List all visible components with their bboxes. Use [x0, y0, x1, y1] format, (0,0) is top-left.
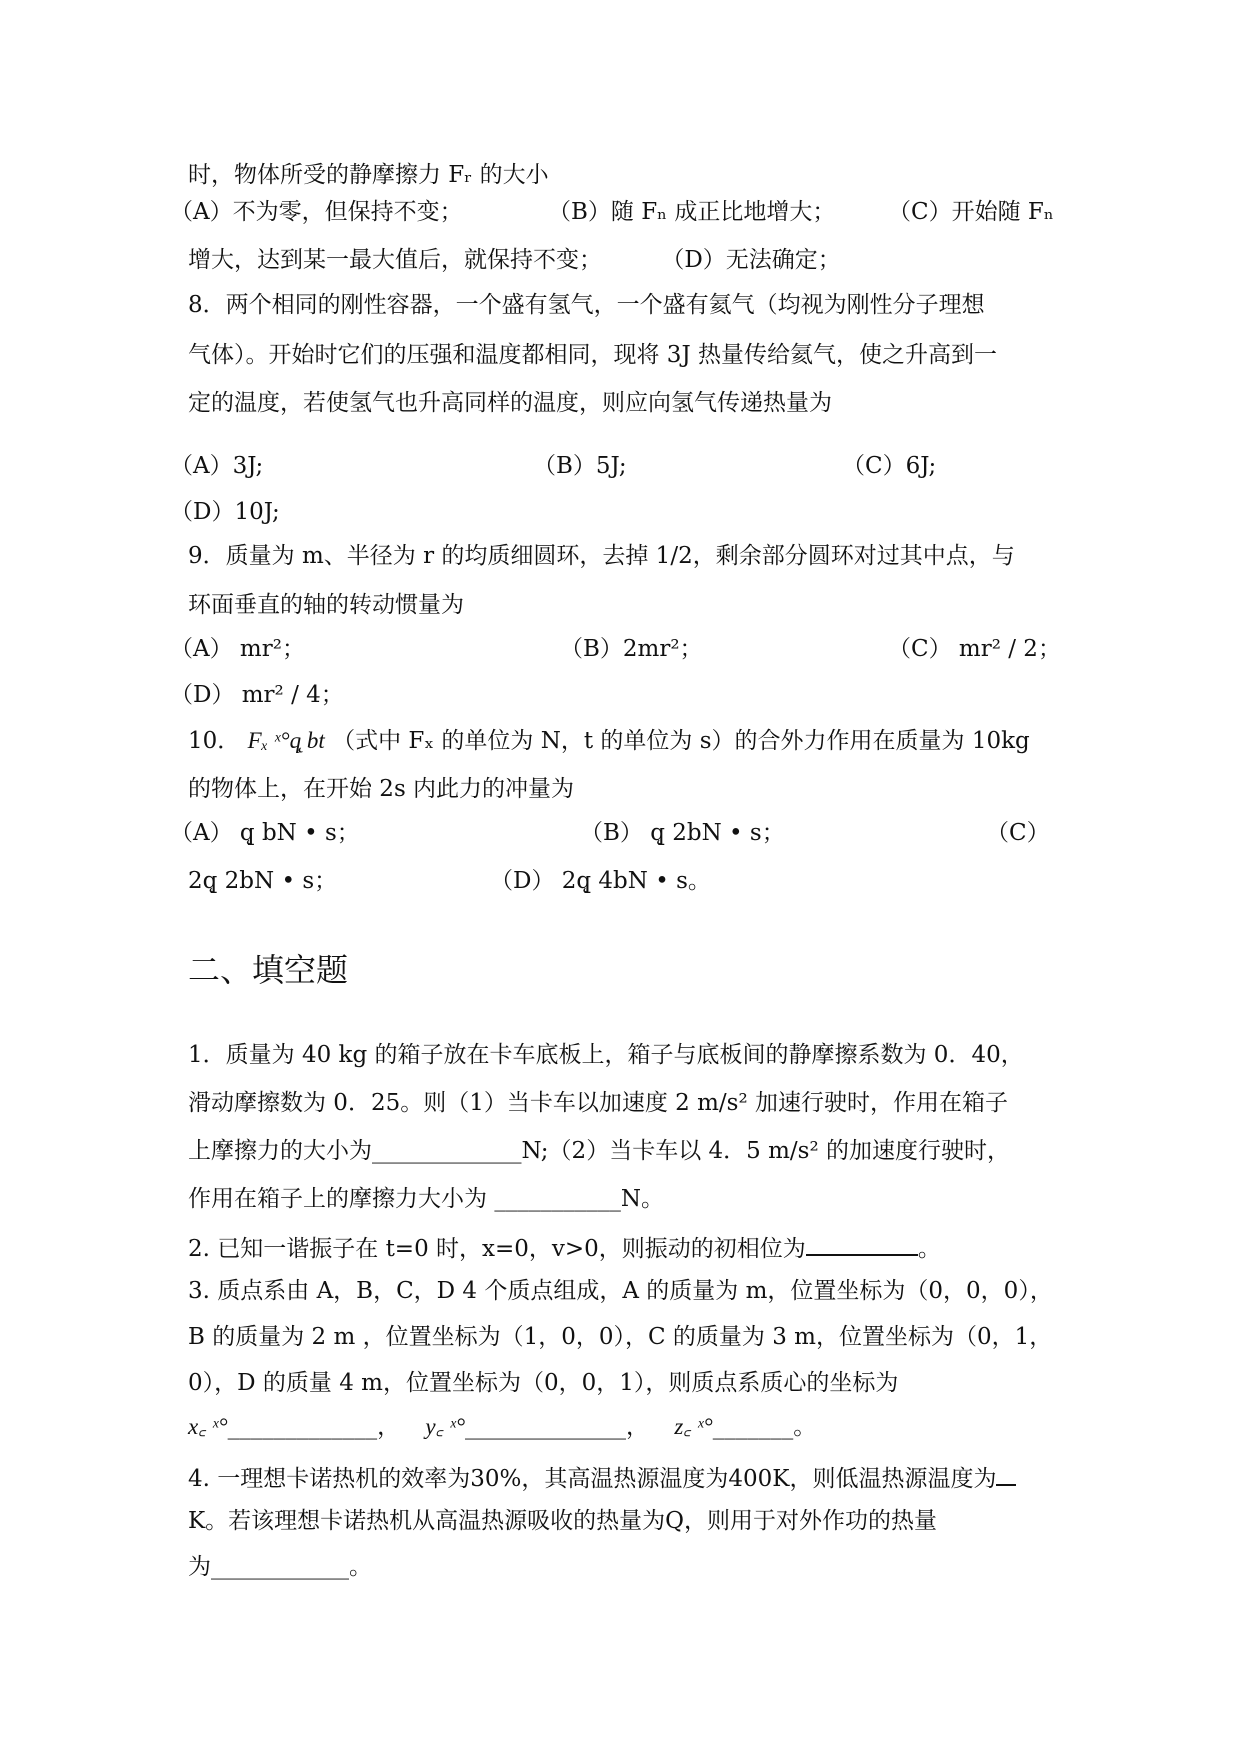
- f3-yc-blank[interactable]: ______________，: [465, 1414, 650, 1440]
- q10-option-b: （B） q̨ 2bN • s；: [580, 820, 785, 846]
- q10-text: （式中 Fₓ 的单位为 N，t 的单位为 s）的合外力作用在质量为 10kg: [332, 728, 1030, 754]
- f1-line-3: [188, 1136, 1010, 1166]
- q9-option-d: （D） mr² / 4；: [170, 682, 344, 708]
- f1-line-2: 滑动摩擦数为 0．25。则（1）当卡车以加速度 2 m/s² 加速行驶时，作用在箱子: [188, 1090, 1008, 1116]
- f3-line-1: 3. 质点系由 A，B，C，D 4 个质点组成，A 的质量为 m，位置坐标为（0，0，0），: [188, 1278, 1053, 1304]
- f2-text: 2. 已知一谐振子在 t=0 时，x=0，v>0，则振动的初相位为: [188, 1236, 806, 1262]
- f3-yc-label: y꜀ ˣ°: [425, 1414, 466, 1439]
- q9-option-a: （A） mr²；: [170, 636, 305, 662]
- f4-line-1: [188, 1462, 1016, 1494]
- f4-line-3-text: 为: [188, 1554, 211, 1580]
- f1-line-3-text: 上摩擦力的大小为: [188, 1138, 372, 1164]
- q8-line-1: 8．两个相同的刚性容器，一个盛有氢气，一个盛有氦气（均视为刚性分子理想: [188, 292, 985, 318]
- q7-option-c: （C）开始随 Fₙ: [888, 199, 1054, 225]
- q10-option-c: （C）: [986, 820, 1050, 846]
- q10-line-1: [188, 726, 1030, 756]
- f2-blank[interactable]: [806, 1232, 918, 1256]
- f1-line-4: [188, 1184, 664, 1214]
- q9-option-c: （C） mr² / 2；: [888, 636, 1061, 662]
- q10-option-d: （D） 2q̨ 4bN • s。: [490, 868, 711, 894]
- q10-option-c-cont: 2q̨ 2bN • s；: [188, 868, 338, 894]
- f4-blank-2[interactable]: ____________: [211, 1554, 349, 1580]
- f1-line-4-text-b: N。: [620, 1186, 664, 1212]
- q8-option-b: （B）5J;: [533, 453, 627, 479]
- q10-force-expression: Fₓ ˣ°q̨ bt: [247, 728, 325, 753]
- q9-line-1: 9．质量为 m、半径为 r 的均质细圆环，去掉 1/2，剩余部分圆环对过其中点，与: [188, 543, 1015, 569]
- f3-xc-label: x꜀ ˣ°: [188, 1414, 228, 1439]
- q7-option-b: （B）随 Fₙ 成正比地增大；: [548, 199, 836, 225]
- f4-line-1-text: 4. 一理想卡诺热机的效率为30%，其高温热源温度为400K，则低温热源温度为: [188, 1466, 997, 1492]
- q7-option-c-cont: 增大，达到某一最大值后，就保持不变；: [188, 247, 602, 273]
- f3-line-4: [188, 1412, 816, 1442]
- q8-option-a: （A）3J;: [170, 453, 264, 479]
- q7-option-a: （A）不为零，但保持不变；: [170, 199, 463, 225]
- q8-option-d: （D）10J;: [170, 499, 280, 525]
- f4-blank-1[interactable]: [996, 1462, 1016, 1486]
- f3-zc-label: z꜀ ˣ°: [674, 1414, 713, 1439]
- f3-xc-blank[interactable]: _____________，: [227, 1414, 401, 1440]
- q9-option-b: （B）2mr²；: [560, 636, 703, 662]
- q7-option-d: （D）无法确定；: [661, 247, 841, 273]
- q10-option-a: （A） q̨ bN • s；: [170, 820, 360, 846]
- q9-line-2: 环面垂直的轴的转动惯量为: [188, 592, 464, 618]
- f3-zc-blank[interactable]: _______。: [712, 1414, 817, 1440]
- f1-line-4-text: 作用在箱子上的摩擦力大小为: [188, 1186, 495, 1212]
- q7-option-c-row: [188, 245, 841, 275]
- f1-line-1: 1．质量为 40 kg 的箱子放在卡车底板上，箱子与底板间的静摩擦系数为 0．40，: [188, 1042, 1024, 1068]
- section-heading: 二、填空题: [188, 951, 349, 989]
- f2-end: 。: [917, 1236, 941, 1262]
- f4-line-3-end: 。: [349, 1554, 372, 1580]
- q8-line-2: 气体）。开始时它们的压强和温度都相同，现将 3J 热量传给氦气，使之升高到一: [188, 342, 997, 368]
- f1-line-3-text-b: N;（2）当卡车以 4．5 m/s² 的加速度行驶时，: [521, 1138, 1010, 1164]
- q8-line-3: 定的温度，若使氢气也升高同样的温度，则应向氢气传递热量为: [188, 390, 832, 416]
- f3-line-2: B 的质量为 2 m ，位置坐标为（1，0，0），C 的质量为 3 m，位置坐标为（0，1，: [188, 1324, 1053, 1350]
- f2-line: [188, 1232, 941, 1264]
- q10-number: 10．: [188, 728, 241, 754]
- f3-line-3: 0），D 的质量 4 m，位置坐标为（0，0，1），则质点系质心的坐标为: [188, 1370, 899, 1396]
- q10-line-2: 的物体上，在开始 2s 内此力的冲量为: [188, 776, 575, 802]
- f1-blank-1[interactable]: _____________: [372, 1138, 522, 1164]
- q8-option-c: （C）6J;: [842, 453, 937, 479]
- f4-line-3: [188, 1552, 372, 1582]
- f4-line-2: K。若该理想卡诺热机从高温热源吸收的热量为Q，则用于对外作功的热量: [188, 1508, 938, 1534]
- q7-continuation: 时，物体所受的静摩擦力 Fᵣ 的大小: [188, 162, 549, 188]
- f1-blank-2[interactable]: ___________: [494, 1186, 621, 1212]
